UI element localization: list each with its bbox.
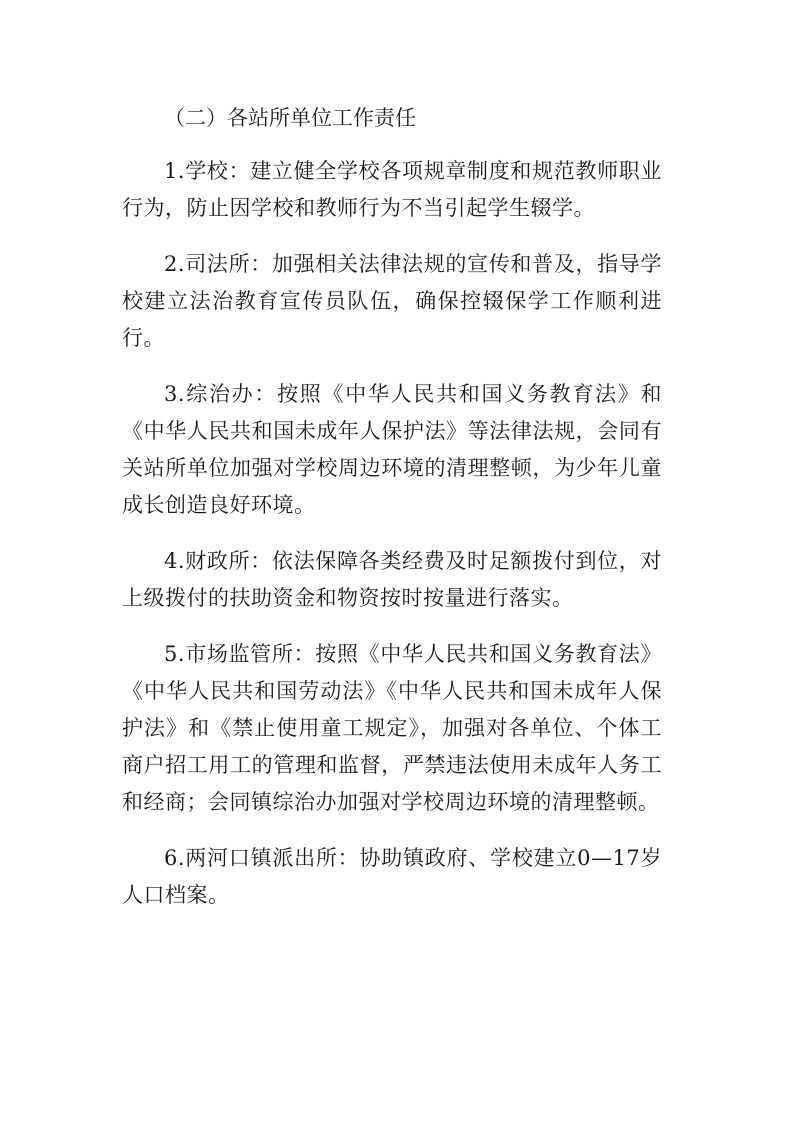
- paragraph-judicial-office: 2.司法所：加强相关法律法规的宣传和普及，指导学校建立法治教育宣传员队伍，确保控辍保学工作顺利进行。: [122, 252, 662, 350]
- paragraph-police-station: 6.两河口镇派出所：协助镇政府、学校建立0—17岁人口档案。: [122, 846, 662, 907]
- paragraph-market-supervision: 5.市场监管所：按照《中华人民共和国义务教育法》《中华人民共和国劳动法》《中华人民共和国未成年人保护法》和《禁止使用童工规定》，加强对各单位、个体工商户招工用工的管理和监督，严禁违法使用未成年人务工和经商；会同镇综治办加强对学校周边环境的清理整顿。: [122, 642, 662, 814]
- section-heading: （二）各站所单位工作责任: [164, 106, 416, 130]
- paragraph-comprehensive-governance: 3.综治办：按照《中华人民共和国义务教育法》和《中华人民共和国未成年人保护法》等法律法规，会同有关站所单位加强对学校周边环境的清理整顿，为少年儿童成长创造良好环境。: [122, 382, 662, 517]
- paragraph-finance-office: 4.财政所：依法保障各类经费及时足额拨付到位，对上级拨付的扶助资金和物资按时按量进行落实。: [122, 549, 662, 610]
- paragraph-school: 1.学校：建立健全学校各项规章制度和规范教师职业行为，防止因学校和教师行为不当引起学生辍学。: [122, 159, 662, 220]
- document-body: [122, 100, 662, 933]
